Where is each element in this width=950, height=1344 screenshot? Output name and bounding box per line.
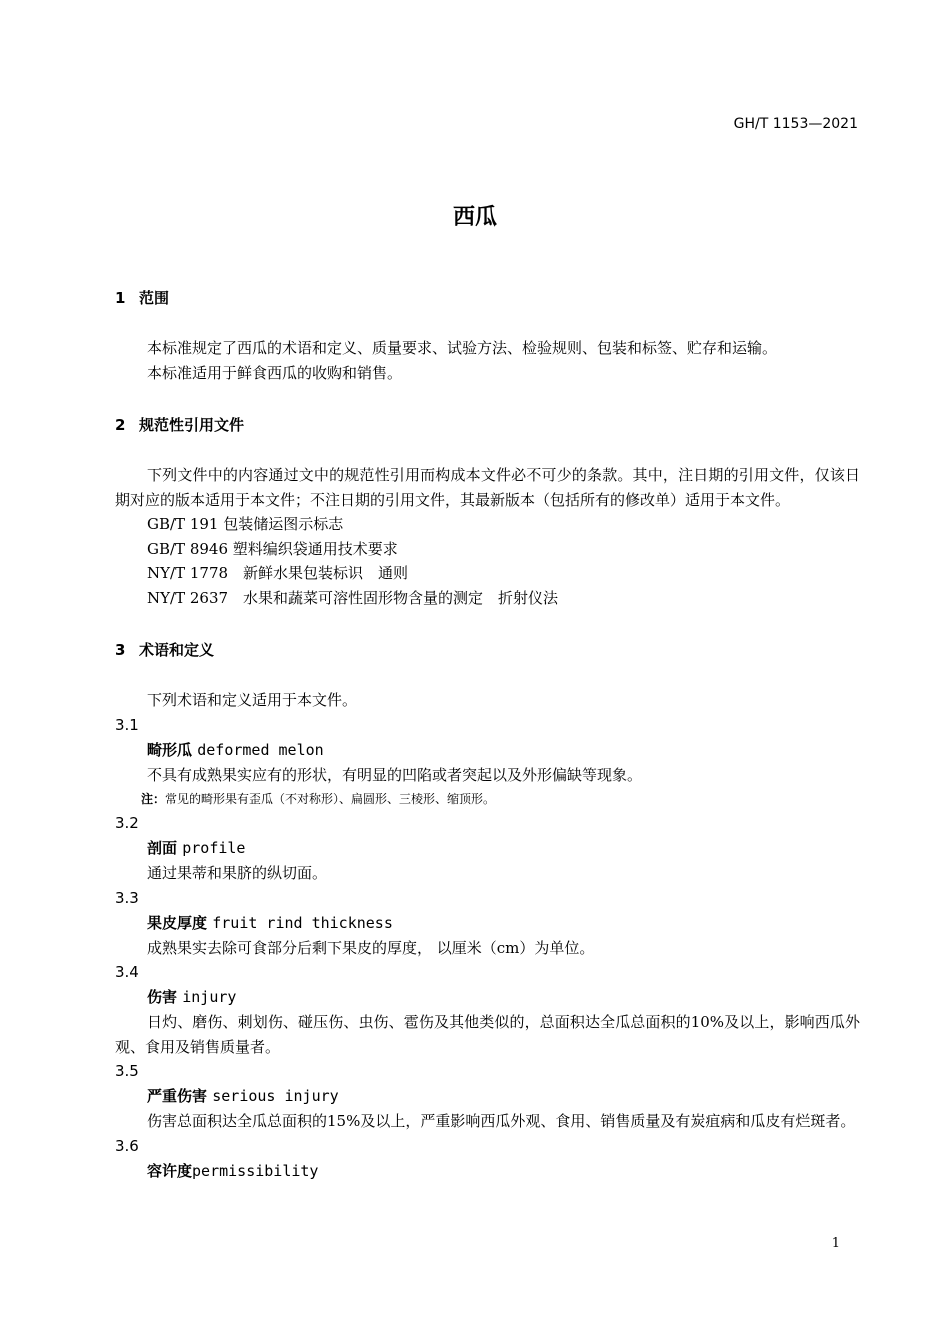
term-definition: 通过果蒂和果脐的纵切面。 bbox=[147, 864, 328, 882]
term-number: 3.5 bbox=[115, 1062, 139, 1080]
term-name: 畸形瓜 deformed melon bbox=[147, 740, 324, 759]
paragraph: 下列术语和定义适用于本文件。 bbox=[147, 691, 358, 709]
term-definition: 不具有成熟果实应有的形状，有明显的凹陷或者突起以及外形偏缺等现象。 bbox=[147, 765, 643, 784]
term-name: 严重伤害 serious injury bbox=[147, 1087, 339, 1105]
term-number: 3.2 bbox=[115, 814, 139, 832]
term-definition: 伤害总面积达全瓜总面积的15%及以上，严重影响西瓜外观、食用、销售质量及有炭疽病和瓜皮有烂斑者。 bbox=[147, 1112, 856, 1130]
term-name: 剖面 profile bbox=[147, 839, 246, 857]
section-heading-terms: 3 术语和定义 bbox=[115, 641, 215, 659]
section-heading-scope: 1 范围 bbox=[115, 289, 170, 307]
term-number: 3.6 bbox=[115, 1136, 139, 1155]
term-definition: 成熟果实去除可食部分后剩下果皮的厚度， 以厘米（cm）为单位。 bbox=[147, 938, 595, 957]
document-body bbox=[115, 286, 860, 1184]
section-heading-refs: 2 规范性引用文件 bbox=[115, 416, 245, 434]
term-name: 伤害 injury bbox=[147, 988, 237, 1006]
paragraph: 本标准规定了西瓜的术语和定义、质量要求、试验方法、检验规则、包装和标签、贮存和运输。 bbox=[147, 339, 778, 357]
reference-item: NY/T 1778 新鲜水果包装标识 通则 bbox=[147, 564, 409, 582]
standard-code: GH/T 1153—2021 bbox=[733, 116, 858, 132]
paragraph: 本标准适用于鲜食西瓜的收购和销售。 bbox=[147, 363, 403, 382]
term-name: 容许度permissibility bbox=[147, 1161, 319, 1180]
term-number: 3.4 bbox=[115, 963, 139, 981]
document-title: 西瓜 bbox=[452, 205, 497, 230]
reference-item: NY/T 2637 水果和蔬菜可溶性固形物含量的测定 折射仪法 bbox=[147, 588, 559, 607]
term-number: 3.1 bbox=[115, 715, 139, 734]
term-number: 3.3 bbox=[115, 888, 139, 907]
page-number: 1 bbox=[831, 1236, 840, 1251]
term-name: 果皮厚度 fruit rind thickness bbox=[147, 913, 393, 932]
reference-item: GB/T 191 包装储运图示标志 bbox=[147, 515, 344, 533]
term-definition: 日灼、磨伤、刺划伤、碰压伤、虫伤、雹伤及其他类似的，总面积达全瓜总面积的10%及以上，影响西瓜外观、食用及销售质量者。 bbox=[115, 1013, 860, 1056]
paragraph: 下列文件中的内容通过文中的规范性引用而构成本文件必不可少的条款。其中，注日期的引用文件，仅该日期对应的版本适用于本文件；不注日期的引用文件，其最新版本（包括所有的修改单）适用于本文件。 bbox=[115, 466, 860, 509]
reference-item: GB/T 8946 塑料编织袋通用技术要求 bbox=[147, 539, 398, 558]
term-note: 注：常见的畸形果有歪瓜（不对称形）、扁圆形、三棱形、缩顶形。 bbox=[141, 792, 496, 806]
